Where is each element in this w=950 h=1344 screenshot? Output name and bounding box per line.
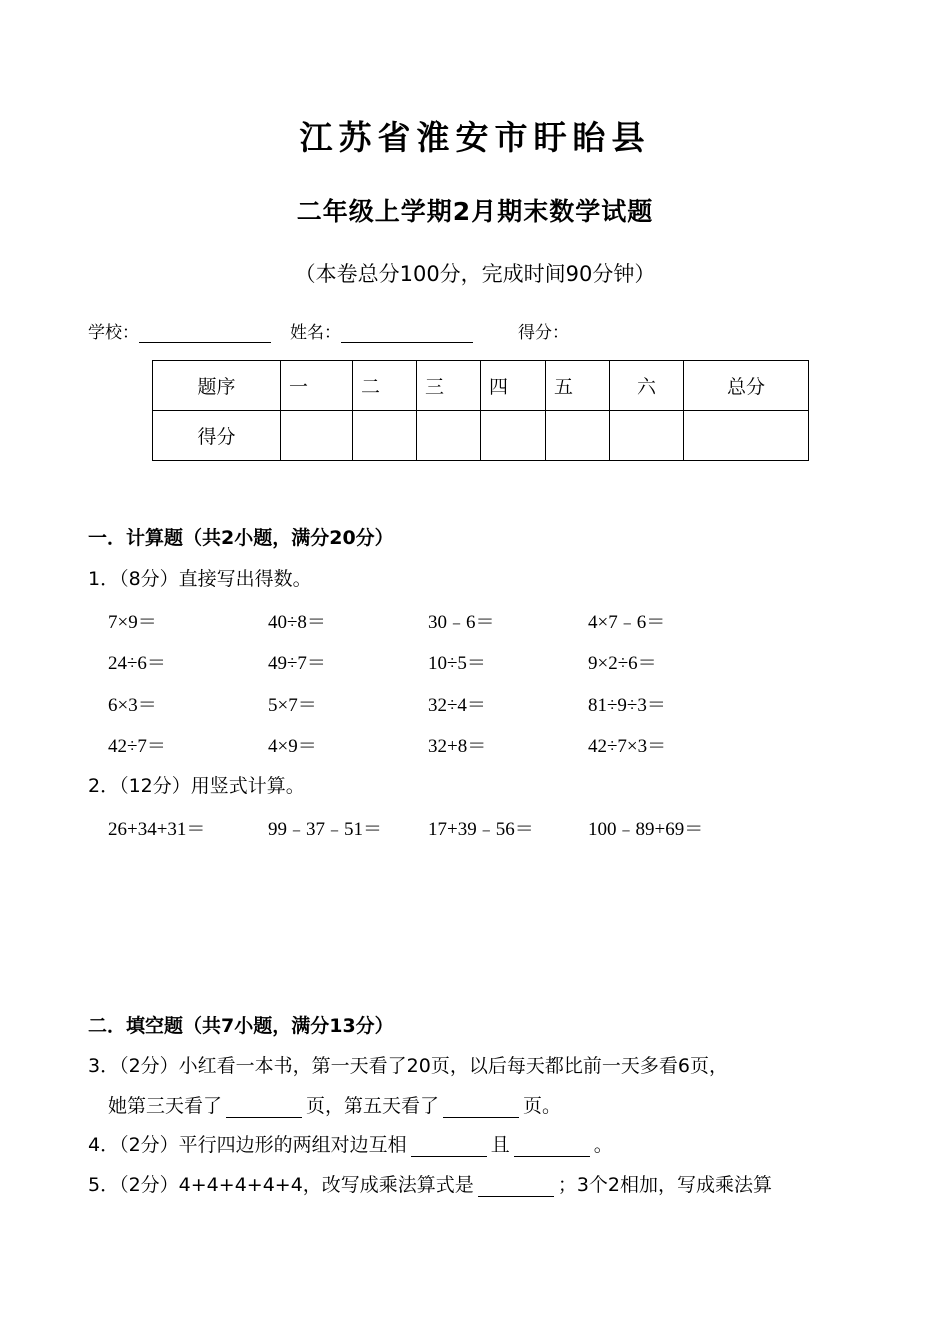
score-label: 得分： [518, 323, 569, 343]
score-table-header-row [153, 361, 809, 411]
q4-text-c: 。 [593, 1134, 613, 1156]
exam-region-title: 江苏省淮安市盱眙县 [299, 118, 651, 157]
calc-item: 6×3＝ [108, 695, 157, 716]
score-header-cell: 二 [353, 361, 417, 411]
vertical-calc-item: 99﹣37﹣51＝ [268, 819, 383, 840]
score-header-cell: 题序 [153, 361, 281, 411]
vertical-calc-item: 17+39﹣56＝ [428, 819, 534, 840]
calc-item: 5×7＝ [268, 695, 317, 716]
calc-item: 42÷7＝ [108, 736, 166, 757]
question-5 [88, 1170, 772, 1197]
answer-blank [411, 1137, 487, 1157]
calc-item: 4×9＝ [268, 736, 317, 757]
question-1-label: 1．（8分）直接写出得数。 [88, 568, 312, 590]
calc-item: 4×7﹣6＝ [588, 612, 666, 633]
answer-blank [443, 1098, 519, 1118]
name-field [290, 318, 473, 343]
calc-item: 81÷9÷3＝ [588, 695, 666, 716]
q5-text-a: 5．（2分）4+4+4+4+4，改写成乘法算式是 [88, 1174, 474, 1196]
q4-text-b: 且 [490, 1134, 510, 1156]
score-header-cell: 五 [546, 361, 610, 411]
exam-subtitle: 二年级上学期2月期末数学试题 [296, 197, 654, 226]
score-header-cell: 三 [417, 361, 481, 411]
score-cell [353, 411, 417, 461]
answer-blank [478, 1177, 554, 1197]
score-cell [281, 411, 353, 461]
calc-item: 10÷5＝ [428, 653, 486, 674]
answer-blank [226, 1098, 302, 1118]
calc-item: 24÷6＝ [108, 653, 166, 674]
section2-heading: 二．填空题（共7小题，满分13分） [88, 1015, 394, 1037]
score-header-cell: 总分 [684, 361, 809, 411]
calc-item: 40÷8＝ [268, 612, 326, 633]
score-cell [684, 411, 809, 461]
score-cell [610, 411, 684, 461]
name-blank [341, 324, 473, 343]
section1-heading: 一．计算题（共2小题，满分20分） [88, 527, 394, 549]
q5-text-b: ；3个2相加，写成乘法算 [557, 1174, 772, 1196]
question-2-label: 2．（12分）用竖式计算。 [88, 775, 305, 797]
question-3-line1: 3．（2分）小红看一本书，第一天看了20页，以后每天都比前一天多看6页， [88, 1055, 728, 1077]
score-cell [481, 411, 546, 461]
name-label: 姓名： [290, 323, 341, 343]
calc-item: 49÷7＝ [268, 653, 326, 674]
school-field [88, 318, 271, 343]
score-header-cell: 六 [610, 361, 684, 411]
answer-blank [514, 1137, 590, 1157]
q4-text-a: 4．（2分）平行四边形的两组对边互相 [88, 1134, 407, 1156]
question-4 [88, 1130, 613, 1157]
school-label: 学校： [88, 323, 139, 343]
calc-item: 30﹣6＝ [428, 612, 495, 633]
exam-note: （本卷总分100分，完成时间90分钟） [294, 262, 656, 286]
score-cell [417, 411, 481, 461]
score-cell [546, 411, 610, 461]
score-field [518, 318, 569, 343]
calc-item: 9×2÷6＝ [588, 653, 657, 674]
score-table [152, 360, 809, 461]
q3-text-c: 页。 [523, 1095, 562, 1117]
vertical-calc-item: 26+34+31＝ [108, 819, 206, 840]
score-table-score-row [153, 411, 809, 461]
score-row-label: 得分 [153, 411, 281, 461]
calc-item: 32÷4＝ [428, 695, 486, 716]
vertical-calc-item: 100﹣89+69＝ [588, 819, 704, 840]
school-blank [139, 324, 271, 343]
score-header-cell: 一 [281, 361, 353, 411]
q3-text-a: 她第三天看了 [108, 1095, 223, 1117]
question-3-line2 [108, 1091, 561, 1118]
calc-item: 32+8＝ [428, 736, 487, 757]
calc-item: 7×9＝ [108, 612, 157, 633]
calc-item: 42÷7×3＝ [588, 736, 667, 757]
score-header-cell: 四 [481, 361, 546, 411]
q3-text-b: 页，第五天看了 [306, 1095, 440, 1117]
